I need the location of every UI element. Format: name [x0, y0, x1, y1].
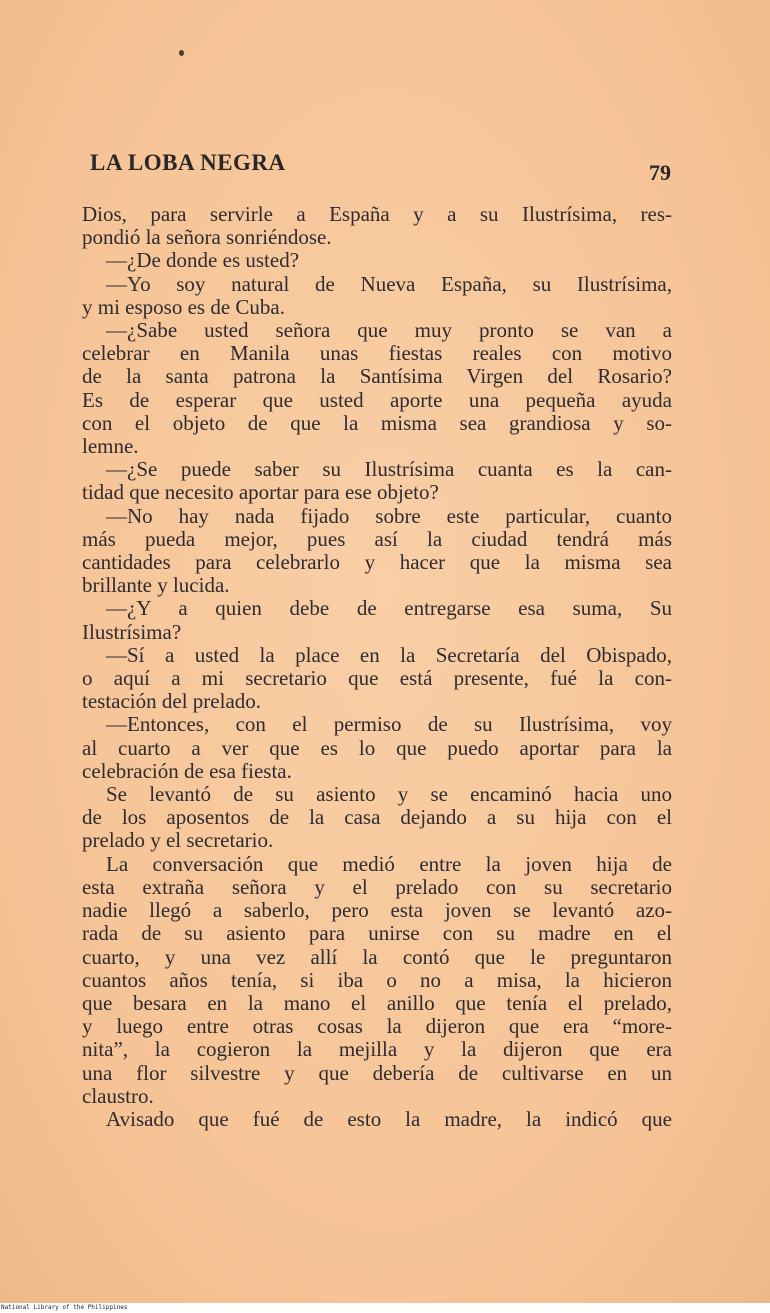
text-line: La conversación que medió entre la joven hija de — [106, 851, 672, 876]
text-line: más pueda mejor, pues así la ciudad tendrá más — [82, 526, 672, 551]
text-line: —Yo soy natural de Nueva España, su Ilustrísima, — [106, 271, 672, 296]
text-line: al cuarto a ver que es lo que puedo aportar para la — [82, 735, 672, 760]
text-line: prelado y el secretario. — [82, 828, 274, 853]
text-line: rada de su asiento para unirse con su madre en el — [82, 921, 672, 946]
text-line: tidad que necesito aportar para ese objeto? — [82, 480, 439, 505]
text-line: pondió la señora sonriéndose. — [82, 225, 332, 250]
text-line: —Sí a usted la place en la Secretaría del Obispado, — [106, 642, 672, 667]
text-line: celebración de esa fiesta. — [82, 758, 292, 783]
text-line: y mi esposo es de Cuba. — [82, 294, 285, 319]
text-line: —No hay nada fijado sobre este particular, cuanto — [106, 503, 672, 528]
text-line: con el objeto de que la misma sea grandiosa y so- — [82, 410, 672, 435]
text-line: cuantos años tenía, si iba o no a misa, la hicieron — [82, 967, 672, 992]
text-line: Dios, para servirle a España y a su Ilustrísima, res- — [82, 202, 672, 226]
text-line: brillante y lucida. — [82, 573, 230, 598]
text-line: nita”, la cogieron la mejilla y la dijeron que era — [82, 1037, 672, 1062]
text-line: —Entonces, con el permiso de su Ilustrísima, voy — [106, 712, 672, 737]
text-line: Se levantó de su asiento y se encaminó hacia uno — [106, 782, 672, 807]
text-line: nadie llegó a saberlo, pero esta joven se levantó azo- — [82, 898, 672, 923]
ink-speck — [179, 50, 184, 56]
text-line: de los aposentos de la casa dejando a su hija con el — [82, 805, 672, 830]
text-line: Es de esperar que usted aporte una pequeña ayuda — [82, 387, 672, 412]
text-line: o aquí a mi secretario que está presente, fué la con- — [82, 666, 672, 691]
text-line: de la santa patrona la Santísima Virgen del Rosario? — [82, 364, 672, 389]
text-line: —¿Y a quien debe de entregarse esa suma, Su — [106, 596, 672, 621]
text-line: claustro. — [82, 1083, 154, 1108]
body-text — [82, 203, 672, 1131]
running-title: LA LOBA NEGRA — [90, 150, 286, 175]
text-line: lemne. — [82, 434, 139, 459]
text-line: esta extraña señora y el prelado con su secretario — [82, 874, 672, 899]
text-line: —¿Sabe usted señora que muy pronto se van a — [106, 318, 672, 343]
text-line: una flor silvestre y que debería de cultivarse en un — [82, 1060, 672, 1085]
text-line: y luego entre otras cosas la dijeron que era “more- — [82, 1014, 672, 1039]
library-credit: National Library of the Philippines — [1, 1304, 128, 1311]
text-line: que besara en la mano el anillo que tenía el prelado, — [82, 990, 672, 1015]
text-line: cantidades para celebrarlo y hacer que la misma sea — [82, 550, 672, 575]
text-line: cuarto, y una vez allí la contó que le preguntaron — [82, 944, 672, 969]
text-line: —¿De donde es usted? — [106, 248, 300, 273]
page-number: 79 — [649, 160, 671, 185]
text-line: Avisado que fué de esto la madre, la indicó que — [106, 1106, 672, 1131]
text-line: —¿Se puede saber su Ilustrísima cuanta es la can- — [106, 457, 672, 482]
text-line: celebrar en Manila unas fiestas reales con motivo — [82, 341, 672, 366]
text-line: Ilustrísima? — [82, 619, 182, 644]
text-line: testación del prelado. — [82, 689, 262, 714]
